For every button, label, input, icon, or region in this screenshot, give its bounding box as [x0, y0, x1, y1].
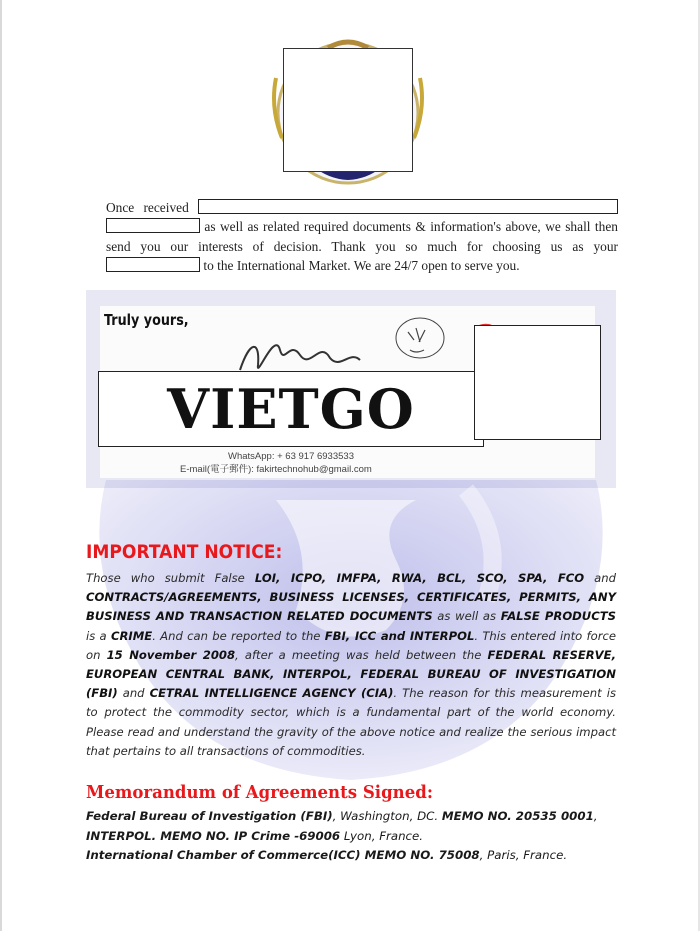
notice-bold-7: FEDERAL RESERVE, EUROPEAN CENTRAL BANK, INTERPOL, FEDERAL BUREAU OF INVESTIGATION (FBI): [86, 647, 616, 701]
notice-bold-8: CETRAL INTELLIGENCE AGENCY (CIA): [149, 686, 394, 701]
notice-bold-6: 15 November 2008: [106, 647, 236, 662]
email-line: E-mail(電子郵件): fakirtechnohub@gmail.com: [180, 464, 372, 475]
notice-bold-2: CONTRACTS/AGREEMENTS, BUSINESS LICENSES, CERTIFICATES, PERMITS, ANY BUSINESS AND TRANSACTION RELATED DOCUMENTS: [86, 590, 616, 624]
notice-bold-5: FBI, ICC and INTERPOL: [324, 628, 475, 643]
memo-interpol-number: INTERPOL. MEMO NO. IP Crime -69006: [86, 828, 341, 843]
memo-fbi-location: , Washington, DC.: [332, 809, 442, 823]
redacted-offer-field: [198, 199, 618, 214]
intro-paragraph: [106, 198, 618, 276]
redacted-emblem-box: [283, 48, 413, 172]
intro-text-2: to the International Market. We are 24/7 open to serve you.: [203, 258, 520, 274]
notice-bold-3: FALSE PRODUCTS: [500, 609, 616, 624]
memo-line-icc: [86, 846, 606, 866]
memo-fbi-name: Federal Bureau of Investigation (FBI): [86, 809, 333, 823]
redacted-stamp-box: [474, 325, 601, 440]
notice-text-4: is a: [86, 628, 111, 643]
notice-text-3: as well as: [432, 609, 501, 624]
notice-text-8: and: [117, 686, 150, 701]
notice-text-1: Those who submit False: [86, 571, 255, 585]
redacted-product-field: [106, 257, 200, 272]
redacted-company-field: [106, 218, 200, 233]
intro-your-text: your: [593, 238, 618, 254]
contact-info: [180, 450, 510, 476]
memorandum-heading: Memorandum of Agreements Signed:: [86, 782, 433, 803]
closing-text: Truly yours,: [104, 311, 189, 329]
page-left-edge: [0, 0, 2, 931]
memo-icc-location: , Paris, France.: [479, 848, 568, 862]
notice-text-9: . The reason for this measurement is to protect the commodity sector, which is a fundamental part of the world economy. Please read and understand the gravity of the above notice and realize the serious impact that pertains to all transactions of commodities.: [86, 686, 616, 758]
important-notice-body: [86, 569, 616, 761]
company-name-overlay: VIETGO: [98, 371, 484, 447]
memo-line-interpol: [86, 827, 606, 847]
notice-bold-4: CRIME: [110, 628, 153, 643]
memorandum-list: [86, 807, 606, 866]
notice-text-7: , after a meeting was held between the: [235, 647, 488, 662]
intro-once-text: Once received: [106, 200, 189, 215]
notice-bold-1: LOI, ICPO, IMFPA, RWA, BCL, SCO, SPA, FCO: [254, 571, 585, 585]
notice-text-5: . And can be reported to the: [152, 628, 325, 643]
memo-fbi-number: MEMO NO. 20535 0001: [441, 809, 594, 823]
memo-line-fbi: [86, 807, 606, 827]
notice-text-2: and: [584, 571, 616, 585]
important-notice-heading: IMPORTANT NOTICE:: [86, 541, 283, 563]
whatsapp-line: WhatsApp: + 63 917 6933533: [228, 451, 354, 462]
intro-text-1: as well as related required documents & information's above, we shall then send you our interests of decision. Thank you so much for choosing us as: [106, 219, 618, 254]
memo-interpol-location: Lyon, France.: [340, 828, 424, 843]
notice-text-6: . This entered into force on: [86, 628, 616, 662]
memo-icc-number: International Chamber of Commerce(ICC) MEMO NO. 75008: [86, 848, 480, 862]
memo-fbi-comma: ,: [593, 809, 598, 823]
